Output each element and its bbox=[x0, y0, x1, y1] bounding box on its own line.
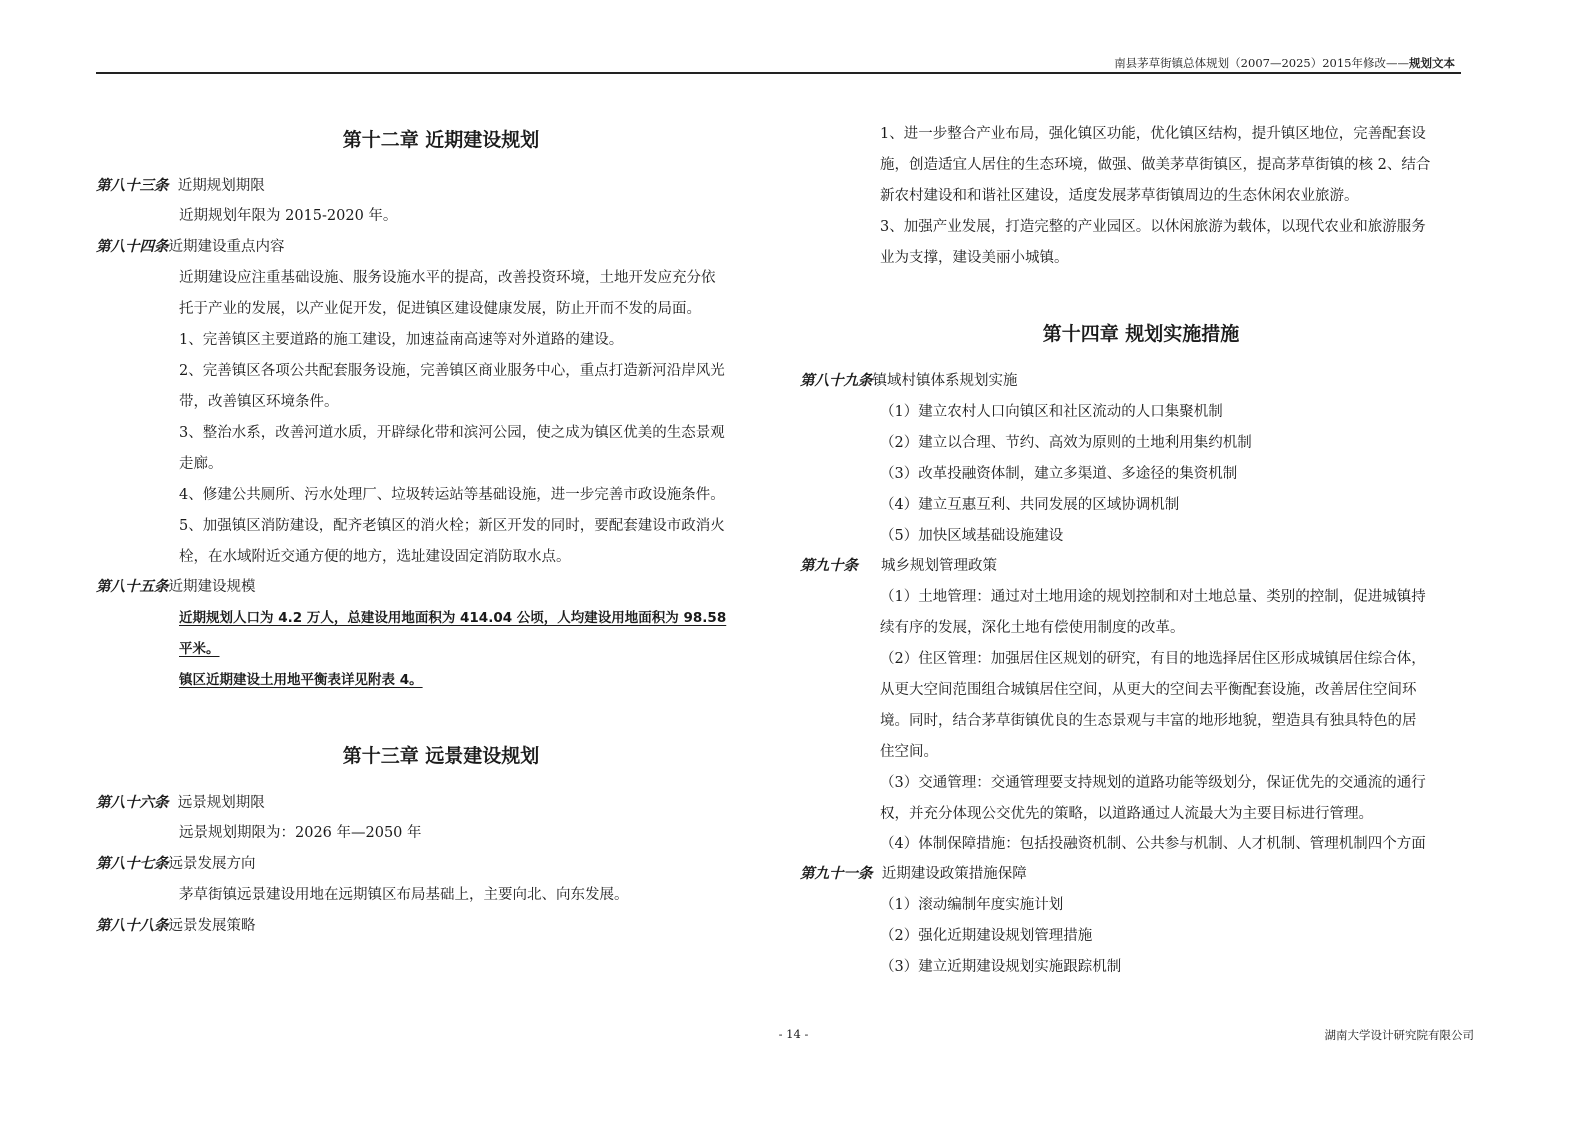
article-title: 远景规划期限 bbox=[177, 795, 265, 811]
article-title: 近期建设重点内容 bbox=[168, 239, 285, 255]
paragraph-line: 1、进一步整合产业布局，强化镇区功能，优化镇区结构，提升镇区地位，完善配套设 bbox=[880, 126, 1426, 142]
paragraph-line: 4、修建公共厕所、污水处理厂、垃圾转运站等基础设施，进一步完善市政设施条件。 bbox=[179, 487, 725, 503]
paragraph-line: 续有序的发展，深化土地有偿使用制度的改革。 bbox=[880, 620, 1185, 636]
paragraph-line: 走廊。 bbox=[179, 456, 223, 472]
header-doc-type: 规划文本 bbox=[1409, 56, 1455, 70]
article-title: 城乡规划管理政策 bbox=[881, 558, 998, 574]
chapter-14-title: 第十四章 规划实施措施 bbox=[1042, 323, 1240, 345]
article-88-heading bbox=[96, 915, 256, 937]
article-number: 第八十七条 bbox=[96, 855, 169, 872]
paragraph-line: 带，改善镇区环境条件。 bbox=[179, 394, 339, 410]
article-91-heading bbox=[800, 863, 1027, 885]
paragraph-line: （2）住区管理：加强居住区规划的研究，有目的地选择居住区形成城镇居住综合体， bbox=[880, 651, 1426, 667]
paragraph-line: 2、完善镇区各项公共配套服务设施，完善镇区商业服务中心，重点打造新河沿岸风光 bbox=[179, 363, 725, 379]
header-doc-title: 南县茅草街镇总体规划（2007—2025）2015年修改—— bbox=[1114, 56, 1409, 70]
paragraph-line: （2）强化近期建设规划管理措施 bbox=[880, 928, 1093, 944]
paragraph-line: （4）建立互惠互利、共同发展的区域协调机制 bbox=[880, 497, 1180, 513]
article-87-heading bbox=[96, 853, 256, 875]
paragraph-line: 远景规划期限为：2026 年—2050 年 bbox=[179, 825, 422, 841]
article-title: 远景发展策略 bbox=[168, 918, 256, 934]
paragraph-line: 新农村建设和和谐社区建设，适度发展茅草街镇周边的生态休闲农业旅游。 bbox=[880, 188, 1359, 204]
paragraph-line: 栓，在水域附近交通方便的地方，选址建设固定消防取水点。 bbox=[179, 549, 571, 565]
article-number: 第八十八条 bbox=[96, 917, 169, 934]
article-title: 镇域村镇体系规划实施 bbox=[872, 373, 1018, 389]
paragraph-line: 权，并充分体现公交优先的策略，以道路通过人流最大为主要目标进行管理。 bbox=[880, 806, 1373, 822]
paragraph-line: 3、加强产业发展，打造完整的产业园区。以休闲旅游为载体，以现代农业和旅游服务 bbox=[880, 219, 1426, 235]
running-header bbox=[1114, 55, 1455, 71]
article-86-heading bbox=[96, 792, 265, 814]
article-title: 近期建设政策措施保障 bbox=[881, 866, 1027, 882]
paragraph-line: 3、整治水系，改善河道水质，开辟绿化带和滨河公园，使之成为镇区优美的生态景观 bbox=[179, 425, 725, 441]
paragraph-line: （1）建立农村人口向镇区和社区流动的人口集聚机制 bbox=[880, 404, 1223, 420]
article-title: 近期规划期限 bbox=[177, 178, 265, 194]
chapter-13-title: 第十三章 远景建设规划 bbox=[342, 745, 540, 767]
emphasized-line: 近期规划人口为 4.2 万人，总建设用地面积为 414.04 公顷，人均建设用地面积为 98.58 bbox=[179, 610, 727, 626]
paragraph-line: 境。同时，结合茅草街镇优良的生态景观与丰富的地形地貌，塑造具有独具特色的居 bbox=[880, 713, 1417, 729]
article-number: 第八十三条 bbox=[96, 177, 169, 194]
paragraph-line: 业为支撑，建设美丽小城镇。 bbox=[880, 250, 1069, 266]
article-title: 近期建设规模 bbox=[168, 579, 256, 595]
paragraph-line: 住空间。 bbox=[880, 744, 938, 760]
article-85-heading bbox=[96, 576, 256, 598]
article-number: 第八十四条 bbox=[96, 238, 169, 255]
emphasized-line: 平米。 bbox=[179, 641, 220, 657]
paragraph-line: （1）土地管理：通过对土地用途的规划控制和对土地总量、类别的控制，促进城镇持 bbox=[880, 589, 1426, 605]
article-number: 第九十一条 bbox=[800, 865, 873, 882]
article-90-heading bbox=[800, 555, 997, 577]
paragraph-line: （5）加快区域基础设施建设 bbox=[880, 528, 1064, 544]
paragraph-line: （4）体制保障措施：包括投融资机制、公共参与机制、人才机制、管理机制四个方面 bbox=[880, 836, 1426, 852]
article-number: 第八十五条 bbox=[96, 578, 169, 595]
paragraph-line: （3）建立近期建设规划实施跟踪机制 bbox=[880, 959, 1122, 975]
article-title: 远景发展方向 bbox=[168, 856, 256, 872]
page-number: - 14 - bbox=[778, 1027, 809, 1041]
paragraph-line: 5、加强镇区消防建设，配齐老镇区的消火栓；新区开发的同时，要配套建设市政消火 bbox=[179, 518, 725, 534]
paragraph-line: （3）交通管理：交通管理要支持规划的道路功能等级划分，保证优先的交通流的通行 bbox=[880, 775, 1426, 791]
article-84-heading bbox=[96, 236, 285, 258]
emphasized-line: 镇区近期建设土用地平衡表详见附表 4。 bbox=[179, 672, 423, 688]
paragraph-line: 近期规划年限为 2015-2020 年。 bbox=[179, 208, 398, 224]
paragraph-line: 1、完善镇区主要道路的施工建设，加速益南高速等对外道路的建设。 bbox=[179, 332, 624, 348]
paragraph-line: 托于产业的发展，以产业促开发，促进镇区建设健康发展，防止开而不发的局面。 bbox=[179, 301, 701, 317]
paragraph-line: （3）改革投融资体制，建立多渠道、多途径的集资机制 bbox=[880, 466, 1238, 482]
paragraph-line: （1）滚动编制年度实施计划 bbox=[880, 897, 1064, 913]
header-rule bbox=[96, 72, 1461, 74]
chapter-12-title: 第十二章 近期建设规划 bbox=[342, 129, 540, 151]
paragraph-line: （2）建立以合理、节约、高效为原则的土地利用集约机制 bbox=[880, 435, 1252, 451]
paragraph-line: 茅草街镇远景建设用地在远期镇区布局基础上，主要向北、向东发展。 bbox=[179, 887, 629, 903]
article-number: 第八十九条 bbox=[800, 372, 873, 389]
footer-organization: 湖南大学设计研究院有限公司 bbox=[1324, 1028, 1474, 1042]
paragraph-line: 近期建设应注重基础设施、服务设施水平的提高，改善投资环境，土地开发应充分依 bbox=[179, 270, 716, 286]
paragraph-line: 从更大空间范围组合城镇居住空间，从更大的空间去平衡配套设施，改善居住空间环 bbox=[880, 682, 1417, 698]
article-83-heading bbox=[96, 175, 265, 197]
article-89-heading bbox=[800, 370, 1018, 392]
paragraph-line: 施，创造适宜人居住的生态环境，做强、做美茅草街镇区，提高茅草街镇的核 2、结合 bbox=[880, 157, 1431, 173]
article-number: 第八十六条 bbox=[96, 794, 169, 811]
article-number: 第九十条 bbox=[800, 557, 858, 574]
